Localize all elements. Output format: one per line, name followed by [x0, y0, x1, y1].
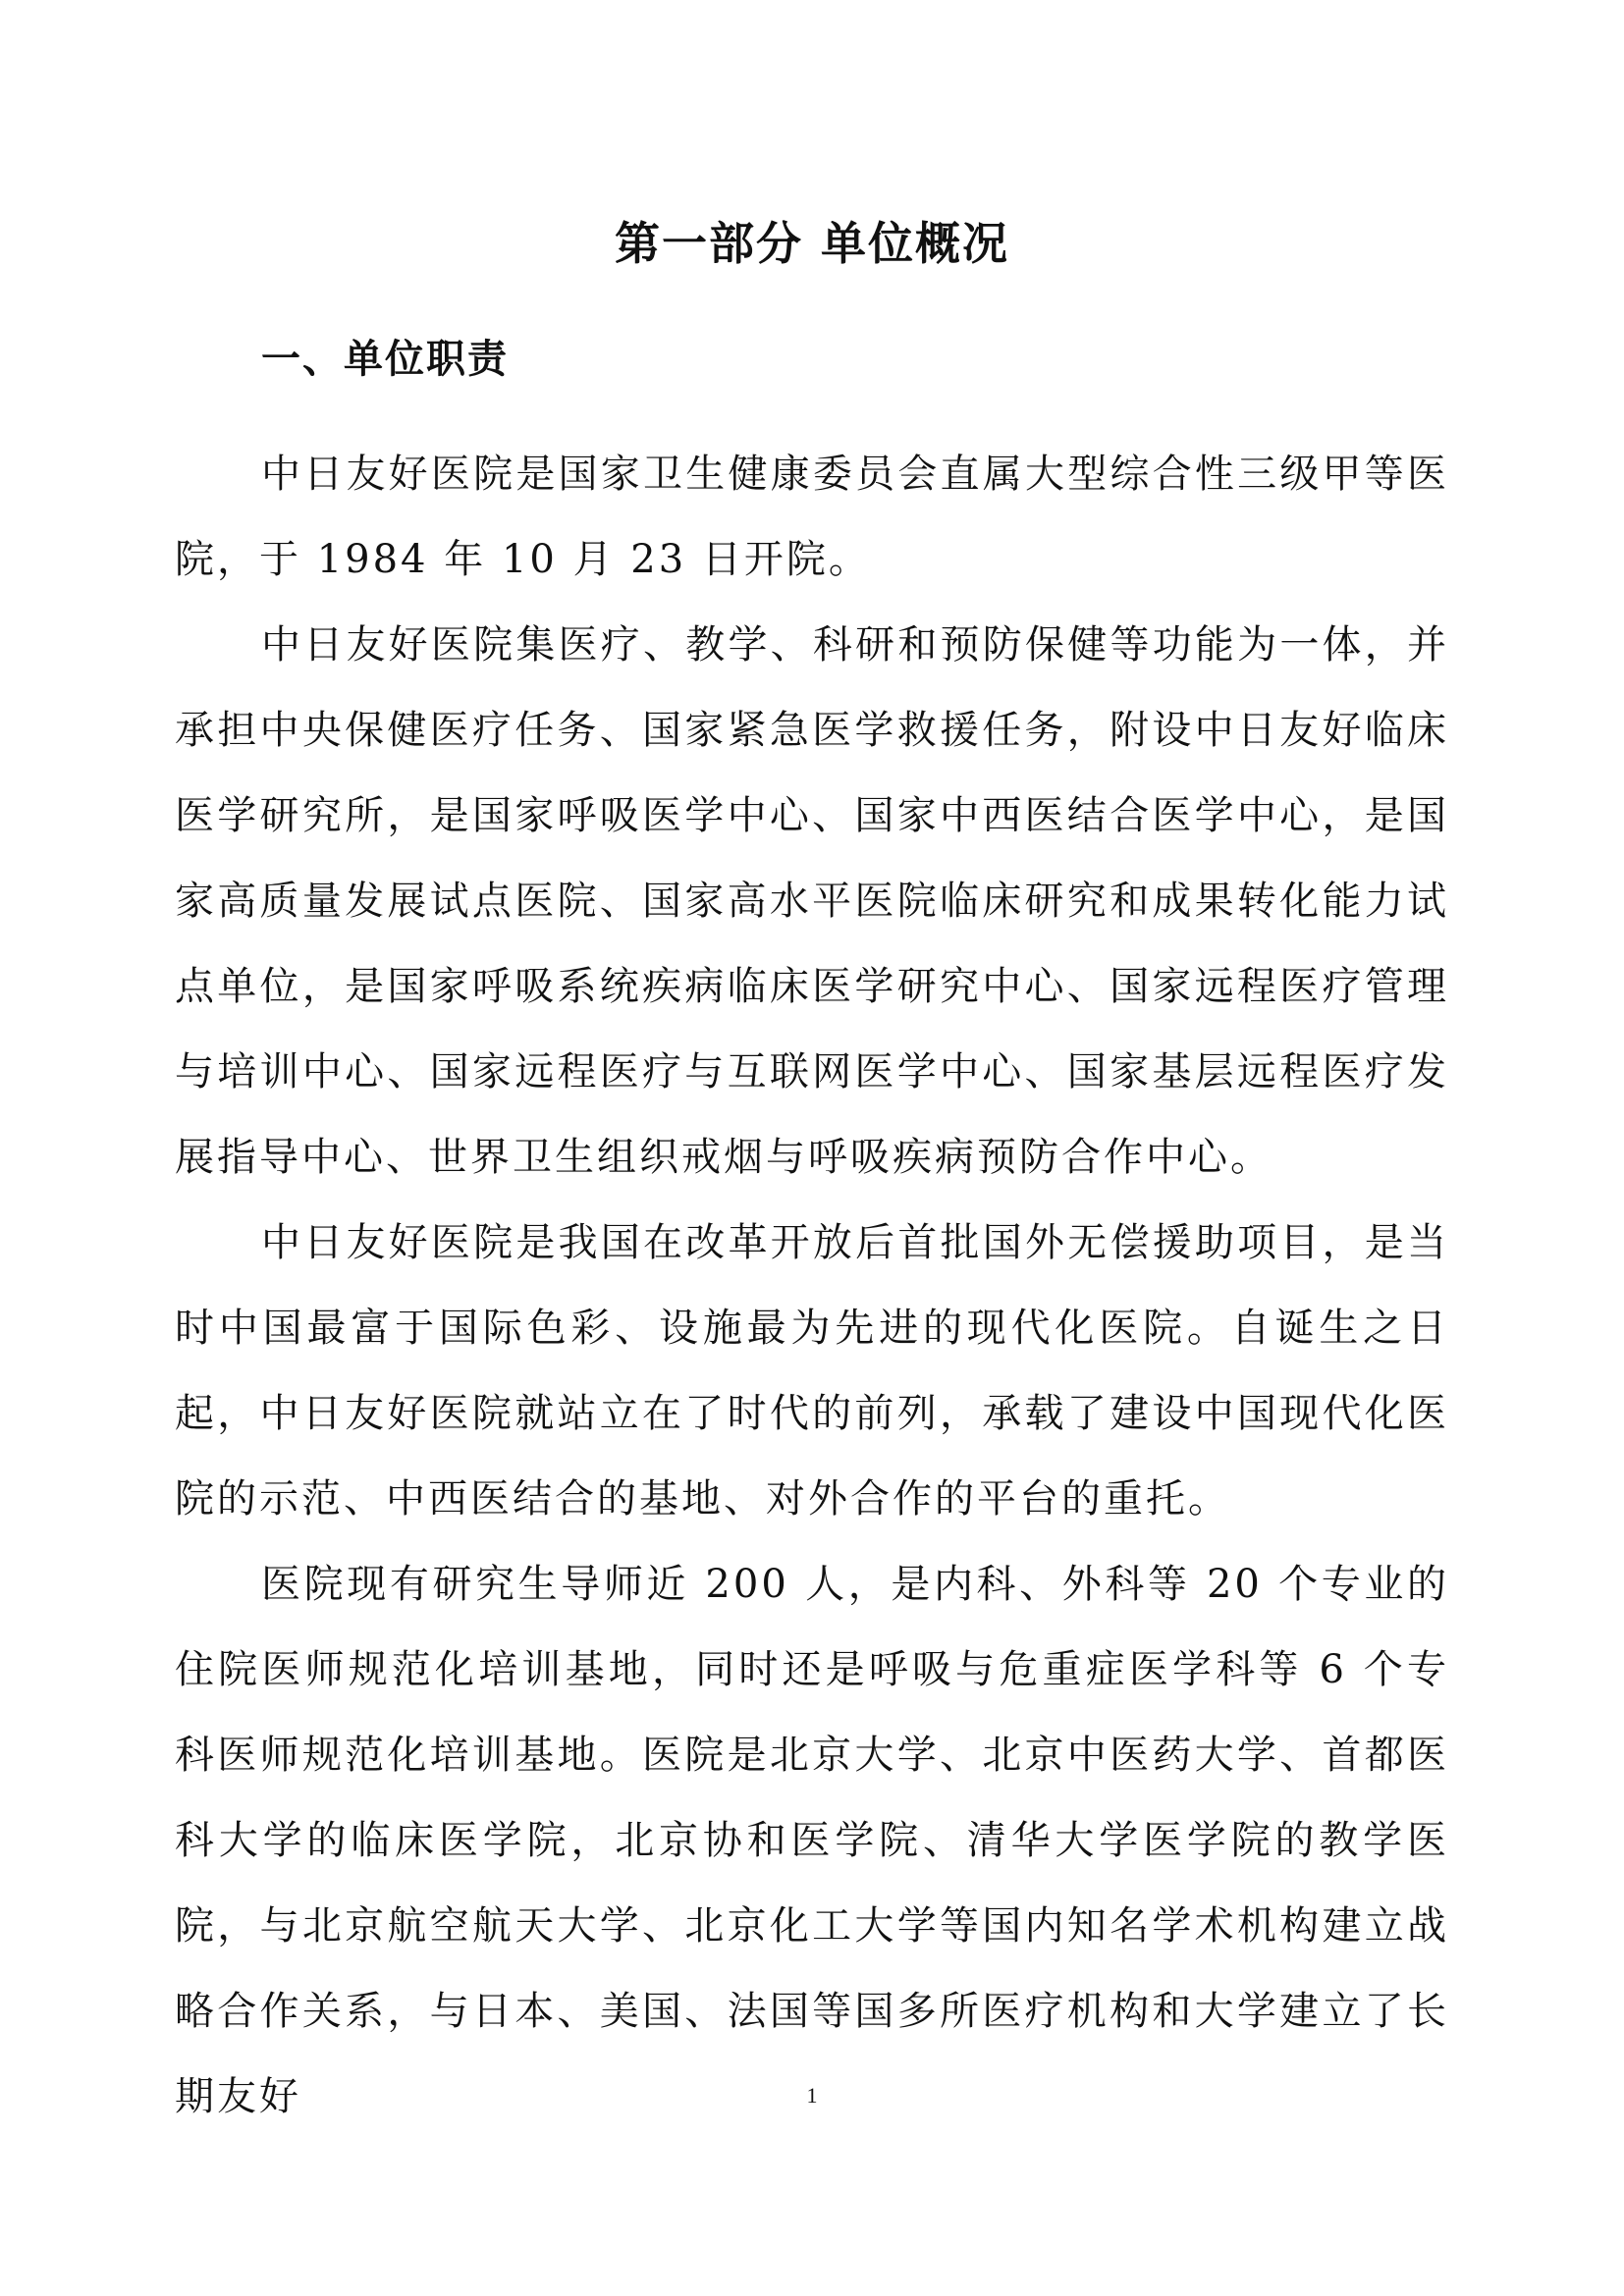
paragraph-4: 医院现有研究生导师近 200 人，是内科、外科等 20 个专业的住院医师规范化培训基地，同时还是呼吸与危重症医学科等 6 个专科医师规范化培训基地。医院是北京大学、北京中医药大学、首都医科大学的临床医学院，北京协和医学院、清华大学医学院的教学医院，与北京航空航天大学、北京化工大学等国内知名学术机构建立战略合作关系，与日本、美国、法国等国多所医疗机构和大学建立了长期友好 — [175, 1562, 1449, 2119]
page-number: 1 — [806, 2083, 818, 2108]
paragraph-2: 中日友好医院集医疗、教学、科研和预防保健等功能为一体，并承担中央保健医疗任务、国家紧急医学救援任务，附设中日友好临床医学研究所，是国家呼吸医学中心、国家中西医结合医学中心，是国家高质量发展试点医院、国家高水平医院临床研究和成果转化能力试点单位，是国家呼吸系统疾病临床医学研究中心、国家远程医疗管理与培训中心、国家远程医疗与互联网医学中心、国家基层远程医疗发展指导中心、世界卫生组织戒烟与呼吸疾病预防合作中心。 — [175, 622, 1449, 1180]
page-title: 第一部分 单位概况 — [614, 217, 1009, 270]
paragraph-3: 中日友好医院是我国在改革开放后首批国外无偿援助项目，是当时中国最富于国际色彩、设施最为先进的现代化医院。自诞生之日起，中日友好医院就站立在了时代的前列，承载了建设中国现代化医院的示范、中西医结合的基地、对外合作的平台的重托。 — [175, 1220, 1449, 1522]
paragraph-1: 中日友好医院是国家卫生健康委员会直属大型综合性三级甲等医院，于 1984 年 10 月 23 日开院。 — [175, 452, 1449, 582]
body-text — [175, 432, 1449, 2140]
section-heading: 一、单位职责 — [261, 337, 509, 382]
